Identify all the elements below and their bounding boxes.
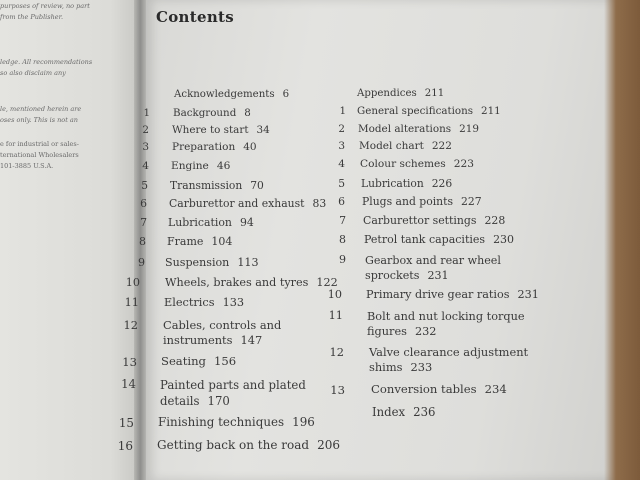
toc-left-page-number: 40 [243,141,257,153]
toc-left-title-line: Frame [167,235,204,248]
toc-left-page-number: 6 [282,89,290,100]
toc-left-page-number: 8 [244,107,251,119]
toc-left-chapter-number: 4 [142,160,149,172]
toc-right-chapter-number: 5 [338,177,345,190]
toc-right-chapter-number: 13 [330,383,345,397]
left-page-line: oses only. This is not an [0,116,78,124]
toc-left-chapter-title [165,256,259,269]
toc-left-title-line: Transmission [170,179,243,192]
toc-right-chapter-number: 6 [338,195,345,208]
toc-left-page-number: 113 [237,256,259,269]
toc-left-chapter-title [164,296,244,309]
toc-left-chapter-number: 7 [140,216,147,229]
toc-right-chapter-number: 8 [339,233,346,246]
toc-left-title-line: details [160,394,200,408]
toc-left-page-number: 104 [211,235,233,248]
toc-left-chapter-number: 1 [143,107,150,119]
toc-left-chapter-number: 10 [125,276,140,289]
toc-right-page-number: 231 [427,269,449,282]
toc-right-chapter-title [359,140,452,153]
left-page-line: so also disclaim any [0,69,66,77]
toc-left-chapter-title [174,88,289,101]
toc-left-chapter-number: 13 [122,355,137,369]
toc-right-title-line: Model chart [359,140,424,152]
toc-right-page-number: 222 [431,140,452,152]
toc-right-page-number: 233 [410,360,433,374]
toc-left-title-line: Background [173,107,237,119]
toc-right-chapter-number: 7 [339,214,346,227]
toc-right-chapter-number: 12 [329,345,344,359]
toc-right-title-line: Plugs and points [362,195,453,208]
toc-left-page-number: 94 [239,216,254,229]
left-page-line: e for industrial or sales- [0,140,79,148]
toc-left-chapter-number: 12 [123,318,138,332]
toc-left-chapter-number: 15 [118,416,134,430]
toc-left-chapter-title [172,124,270,137]
toc-left-title-line: instruments [163,333,233,347]
toc-left-page-number: 196 [292,415,315,429]
left-page-line: from the Publisher. [0,13,64,21]
toc-right-chapter-title [364,233,514,246]
toc-right-chapter-title [372,406,435,419]
toc-left-chapter-title [171,160,230,173]
toc-left-page-number: 170 [207,394,230,408]
toc-right-chapter-title [357,105,501,118]
toc-left-chapter-title [172,141,257,154]
toc-right-title-line: Conversion tables [371,382,477,396]
toc-right-title-line: General specifications [357,105,474,117]
left-page-line: 101-3885 U.S.A. [0,162,54,170]
toc-right-chapter-number: 4 [338,158,345,170]
toc-right-chapter-title [367,309,525,339]
toc-right-chapter-title [365,253,501,283]
left-page-line: ledge. All recommendations [0,58,93,66]
left-page-line: le, mentioned herein are [0,105,82,113]
toc-left-page-number: 34 [256,124,270,136]
toc-left-chapter-number: 14 [121,377,136,391]
toc-right-chapter-title [366,288,539,301]
toc-left-page-number: 83 [312,197,327,210]
toc-left-chapter-title [161,355,236,368]
toc-left-title-line: Preparation [172,141,236,153]
toc-left-chapter-number: 16 [117,439,133,453]
toc-right-chapter-title [361,177,452,190]
toc-right-page-number: 236 [413,405,436,419]
toc-right-chapter-title [358,123,479,136]
toc-right-page-number: 234 [484,382,507,396]
toc-right-title-line: Colour schemes [360,158,446,170]
toc-left-title-line: Getting back on the road [157,438,310,452]
left-page-line: ternational Wholesalers [0,151,79,159]
toc-left-page-number: 133 [222,296,245,309]
toc-right-title-line: Model alterations [358,123,452,135]
toc-right-title-line: Valve clearance adjustment [369,345,529,359]
toc-right-chapter-title [363,214,505,227]
toc-left-title-line: Suspension [165,256,230,269]
page-edge-shadow [580,0,640,480]
toc-left-page-number: 206 [317,438,340,452]
toc-right-chapter-number: 10 [327,288,342,301]
toc-right-page-number: 230 [493,233,515,246]
toc-left-chapter-title [170,179,264,192]
toc-left-title-line: Wheels, brakes and tyres [165,276,309,289]
toc-right-chapter-title [360,158,474,171]
toc-right-chapter-number: 1 [339,105,346,117]
toc-left-page-number: 147 [240,333,263,347]
toc-left-chapter-title [169,197,326,210]
toc-right-chapter-number: 9 [338,253,346,266]
left-page [0,0,138,480]
toc-left-title-line: Seating [161,354,206,368]
toc-right-page-number: 231 [517,288,539,301]
toc-right-title-line: shims [369,360,403,374]
toc-right-chapter-title [357,87,444,100]
toc-right-chapter-number: 2 [338,123,345,135]
toc-left-title-line: Electrics [164,296,215,309]
toc-left-chapter-number: 11 [124,296,139,309]
toc-right-page-number: 226 [431,177,453,190]
toc-left-chapter-number: 8 [139,235,146,248]
toc-right-title-line: Carburettor settings [363,214,477,227]
toc-right-chapter-number: 11 [328,309,343,322]
toc-right-title-line: figures [367,325,407,338]
toc-left-title-line: Acknowledgements [174,89,275,100]
toc-left-chapter-title [160,377,306,409]
toc-right-page-number: 223 [453,158,474,170]
toc-left-chapter-title [168,216,254,229]
toc-left-title-line: Lubrication [168,216,232,229]
toc-right-title-line: Bolt and nut locking torque [367,310,525,323]
toc-left-chapter-title [163,318,281,348]
toc-right-chapter-title [369,345,528,375]
toc-right-title-line: Primary drive gear ratios [366,288,510,301]
toc-left-title-line: Engine [171,160,209,172]
toc-right-title-line: Index [372,405,406,419]
toc-left-chapter-title [173,107,251,120]
toc-left-chapter-title [167,235,232,248]
page-title: Contents [156,8,235,26]
toc-left-chapter-number: 9 [137,256,145,269]
toc-right-page-number: 219 [459,123,479,135]
toc-left-chapter-number: 5 [141,179,148,192]
toc-right-title-line: Appendices [357,88,417,99]
toc-left-chapter-title [157,439,340,452]
toc-right-chapter-title [371,383,507,396]
toc-left-page-number: 70 [250,179,264,192]
toc-left-page-number: 122 [316,276,338,289]
toc-right-page-number: 211 [481,105,501,117]
toc-right-title-line: Gearbox and rear wheel [365,254,501,267]
toc-right-page-number: 232 [414,325,437,338]
toc-right-title-line: sprockets [365,269,420,282]
toc-left-title-line: Painted parts and plated [160,378,306,392]
left-page-line: purposes of review, no part [0,2,90,10]
toc-right-chapter-number: 3 [338,140,345,152]
toc-left-title-line: Carburettor and exhaust [169,197,305,210]
toc-left-title-line: Cables, controls and [163,318,282,332]
toc-right-chapter-title [362,195,482,208]
toc-right-title-line: Lubrication [361,177,424,190]
toc-right-page-number: 227 [461,195,482,208]
toc-right-title-line: Petrol tank capacities [364,233,486,246]
toc-left-page-number: 46 [216,160,231,172]
toc-left-title-line: Where to start [172,124,249,136]
toc-left-chapter-title [165,276,338,289]
toc-right-page-number: 228 [484,214,506,227]
toc-left-title-line: Finishing techniques [158,415,285,429]
toc-left-chapter-number: 2 [142,124,149,136]
toc-right-page-number: 211 [424,88,445,99]
toc-left-chapter-title [158,416,315,429]
toc-left-page-number: 156 [213,354,237,368]
toc-left-chapter-number: 3 [142,141,149,153]
toc-left-chapter-number: 6 [140,197,147,210]
